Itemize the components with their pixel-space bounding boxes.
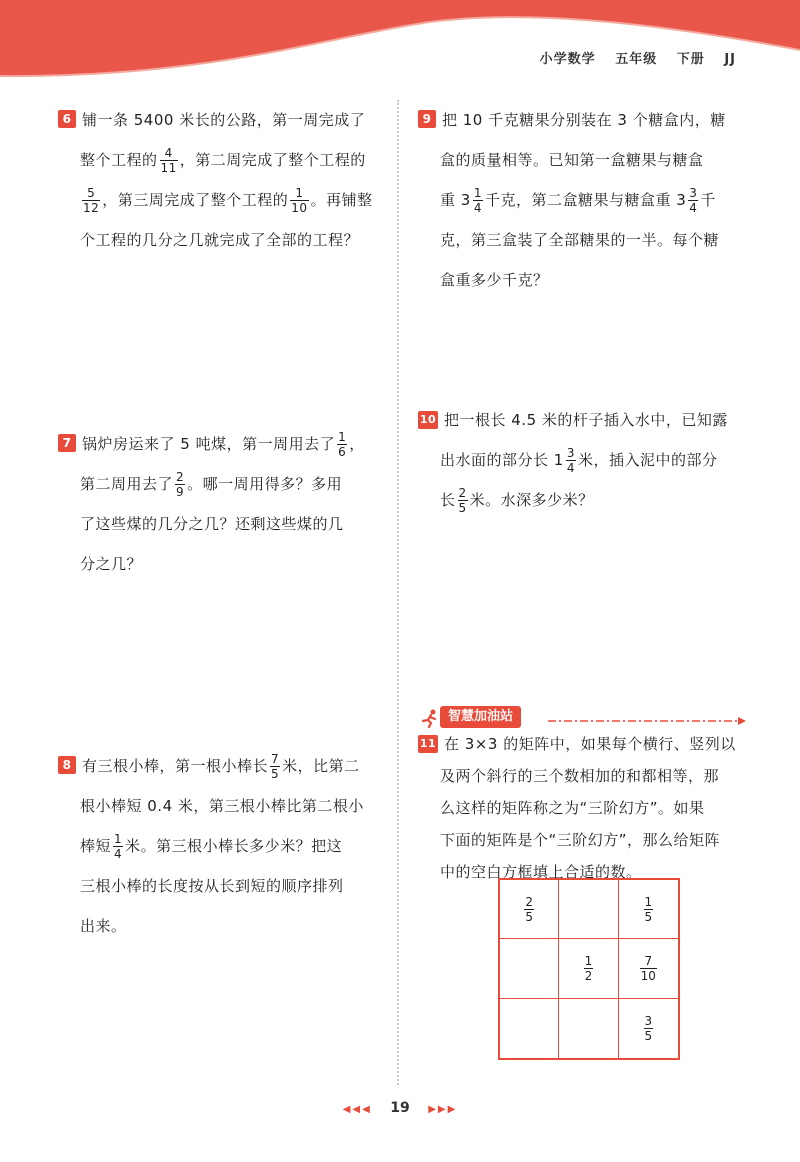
grid-cell-8-blank[interactable] — [559, 999, 618, 1058]
grid-cell-6[interactable] — [619, 939, 678, 998]
problem-8-text: 米，比第二 — [282, 757, 360, 775]
page-number: 19 — [390, 1100, 410, 1116]
grid-cell-9[interactable] — [619, 999, 678, 1058]
problem-11-line-1: 在 3×3 的矩阵中，如果每个横行、竖列以 — [444, 735, 736, 753]
header-subject: 小学数学 — [539, 52, 596, 67]
fraction: $\frac{2}{5}$ — [525, 894, 533, 924]
header-band — [0, 0, 800, 90]
problem-9-text: 千 — [700, 191, 716, 209]
problem-9-line-5: 盒重多少千克？ — [440, 271, 549, 289]
runner-icon — [420, 708, 440, 728]
next-arrows-icon: ▶▶▶ — [428, 1104, 458, 1115]
problem-8 — [58, 746, 388, 946]
problem-7 — [58, 424, 388, 584]
problem-6-text: 整个工程的 — [80, 151, 158, 169]
fraction: $\frac{2}{5}$ — [458, 486, 467, 515]
problem-11-line-2: 及两个斜行的三个数相加的和都相等，那 — [440, 767, 720, 785]
wisdom-station-banner — [418, 706, 748, 730]
problem-number-9: 9 — [418, 110, 436, 128]
fraction: $\frac{2}{9}$ — [176, 470, 185, 499]
fraction: $\frac{1}{6}$ — [338, 430, 347, 459]
problem-10-text: 米。水深多少米？ — [469, 491, 594, 509]
header-grade: 五年级 — [615, 52, 658, 67]
grid-cell-3[interactable] — [619, 880, 678, 939]
problem-7-line-4: 分之几？ — [80, 555, 143, 573]
problem-11-line-4: 下面的矩阵是个“三阶幻方”，那么给矩阵 — [440, 831, 721, 849]
problem-6-line-1: 铺一条 5400 米长的公路，第一周完成了 — [82, 111, 366, 129]
problem-number-11: 11 — [418, 735, 438, 753]
problem-9 — [418, 100, 758, 300]
problem-9-text: 重 3 — [440, 191, 471, 209]
fraction: $\frac{4}{11}$ — [160, 146, 177, 175]
problem-6 — [58, 100, 388, 260]
fraction: $\frac{3}{4}$ — [689, 186, 698, 215]
fraction: $\frac{7}{5}$ — [271, 752, 280, 781]
fraction: $\frac{5}{12}$ — [83, 186, 100, 215]
problem-9-line-2: 盒的质量相等。已知第一盒糖果与糖盒 — [440, 151, 704, 169]
magic-square-grid — [498, 878, 680, 1060]
fraction: $\frac{1}{4}$ — [114, 832, 123, 861]
banner-label: 智慧加油站 — [440, 706, 521, 728]
fraction: $\frac{7}{10}$ — [640, 953, 656, 983]
problem-7-line-3: 了这些煤的几分之几？还剩这些煤的几 — [80, 515, 344, 533]
problem-8-text: 米。第三根小棒长多少米？把这 — [125, 837, 343, 855]
problem-11-line-3: 么这样的矩阵称之为“三阶幻方”。如果 — [440, 799, 705, 817]
problem-10 — [418, 400, 758, 520]
problem-number-7: 7 — [58, 434, 76, 452]
problem-6-line-4: 个工程的几分之几就完成了全部的工程？ — [80, 231, 360, 249]
problem-10-line-1: 把一根长 4.5 米的杆子插入水中，已知露 — [444, 411, 728, 429]
grid-cell-7-blank[interactable] — [500, 999, 559, 1058]
problem-number-8: 8 — [58, 756, 76, 774]
grid-cell-1[interactable] — [500, 880, 559, 939]
problem-8-text: 有三根小棒，第一根小棒长 — [82, 757, 269, 775]
grid-cell-2-blank[interactable] — [559, 880, 618, 939]
fraction: $\frac{1}{10}$ — [291, 186, 308, 215]
problem-6-text: ，第二周完成了整个工程的 — [179, 151, 366, 169]
grid-cell-4-blank[interactable] — [500, 939, 559, 998]
problem-7-text: 锅炉房运来了 5 吨煤，第一周用去了 — [82, 435, 336, 453]
problem-8-line-2: 根小棒短 0.4 米，第三根小棒比第二根小 — [80, 797, 364, 815]
problem-7-text: 第二周用去了 — [80, 475, 174, 493]
problem-10-text: 长 — [440, 491, 456, 509]
problem-9-line-1: 把 10 千克糖果分别装在 3 个糖盒内，糖 — [442, 111, 726, 129]
problem-6-text: 。再铺整 — [310, 191, 373, 209]
problem-6-text: ，第三周完成了整个工程的 — [102, 191, 289, 209]
problem-7-text: 。哪一周用得多？多用 — [187, 475, 343, 493]
column-divider — [397, 100, 399, 1085]
problem-9-line-4: 克，第三盒装了全部糖果的一半。每个糖 — [440, 231, 720, 249]
fraction: $\frac{3}{5}$ — [644, 1013, 653, 1043]
header-volume: 下册 — [676, 52, 705, 67]
page-footer — [0, 1100, 800, 1116]
header-edition: JJ — [724, 52, 736, 67]
problem-11 — [418, 728, 758, 888]
problem-10-text: 出水面的部分长 1 — [440, 451, 564, 469]
fraction: $\frac{1}{2}$ — [584, 953, 593, 983]
header-info — [526, 48, 736, 67]
prev-arrows-icon: ◀◀◀ — [342, 1104, 372, 1115]
problem-8-text: 棒短 — [80, 837, 112, 855]
fraction: $\frac{3}{4}$ — [566, 446, 575, 475]
problem-7-text: ， — [349, 435, 365, 453]
fraction: $\frac{1}{5}$ — [644, 894, 653, 924]
problem-number-10: 10 — [418, 411, 438, 429]
problem-8-line-5: 出来。 — [80, 917, 127, 935]
problem-10-text: 米，插入泥中的部分 — [577, 451, 718, 469]
problem-11-line-5: 中的空白方框填上合适的数。 — [440, 863, 642, 881]
dash-dot-line — [548, 717, 748, 725]
problem-9-text: 千克，第二盒糖果与糖盒重 3 — [484, 191, 687, 209]
fraction: $\frac{1}{4}$ — [473, 186, 482, 215]
grid-cell-5[interactable] — [559, 939, 618, 998]
problem-8-line-4: 三根小棒的长度按从长到短的顺序排列 — [80, 877, 344, 895]
problem-number-6: 6 — [58, 110, 76, 128]
